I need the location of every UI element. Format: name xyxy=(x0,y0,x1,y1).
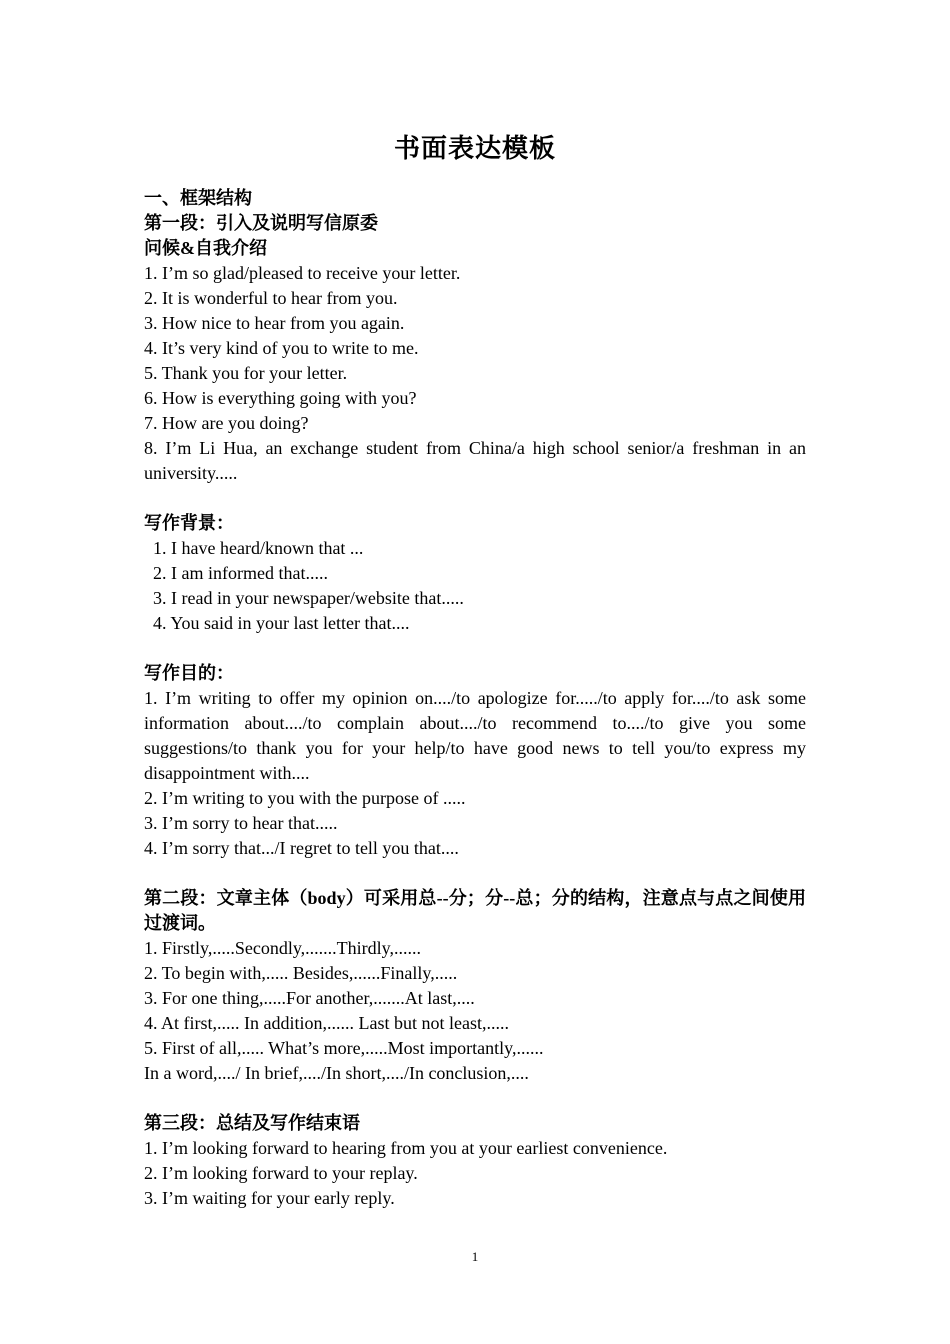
transition-item: 2. To begin with,..... Besides,......Finally,..... xyxy=(144,963,458,983)
closing-item: 1. I’m looking forward to hearing from you at your earliest convenience. xyxy=(144,1138,668,1158)
greeting-item: 6. How is everything going with you? xyxy=(144,388,417,408)
background-item: 3. I read in your newspaper/website that..... xyxy=(153,588,464,608)
purpose-item: 2. I’m writing to you with the purpose of ..... xyxy=(144,788,466,808)
paragraph1-heading: 第一段：引入及说明写信原委 xyxy=(144,213,378,233)
closing-item: 3. I’m waiting for your early reply. xyxy=(144,1188,395,1208)
spacer xyxy=(144,486,806,511)
greeting-item: 2. It is wonderful to hear from you. xyxy=(144,288,398,308)
transition-item: In a word,..../ In brief,..../In short,..../In conclusion,.... xyxy=(144,1063,529,1083)
paragraph2-heading: 第二段：文章主体（body）可采用总--分；分--总；分的结构，注意点与点之间使用过渡词。 xyxy=(144,888,806,933)
section-heading-framework: 一、框架结构 xyxy=(144,188,252,208)
document-body xyxy=(144,131,806,1211)
background-item: 2. I am informed that..... xyxy=(153,563,328,583)
page-number: 1 xyxy=(471,1249,479,1264)
transition-item: 4. At first,..... In addition,...... Last but not least,..... xyxy=(144,1013,509,1033)
spacer xyxy=(144,861,806,886)
background-item: 4. You said in your last letter that.... xyxy=(153,613,410,633)
spacer xyxy=(144,636,806,661)
purpose-item: 4. I’m sorry that.../I regret to tell you that.... xyxy=(144,838,459,858)
purpose-item: 3. I’m sorry to hear that..... xyxy=(144,813,338,833)
background-heading: 写作背景： xyxy=(144,513,234,533)
greeting-item: 8. I’m Li Hua, an exchange student from China/a high school senior/a freshman in an university..... xyxy=(144,438,806,483)
page-title: 书面表达模板 xyxy=(393,134,556,163)
greeting-heading: 问候&自我介绍 xyxy=(144,238,267,258)
background-item: 1. I have heard/known that ... xyxy=(153,538,364,558)
purpose-item: 1. I’m writing to offer my opinion on..../to apologize for...../to apply for..../to ask some information about..../to complain about..../to recommend to..../to give you some suggestions/to thank you for your help/to have good news to tell you/to express my disappointment with.... xyxy=(144,688,806,783)
transition-item: 5. First of all,..... What’s more,.....Most importantly,...... xyxy=(144,1038,544,1058)
greeting-item: 5. Thank you for your letter. xyxy=(144,363,348,383)
purpose-heading: 写作目的： xyxy=(144,663,234,683)
transition-item: 3. For one thing,.....For another,.......At last,.... xyxy=(144,988,475,1008)
spacer xyxy=(144,1086,806,1111)
closing-item: 2. I’m looking forward to your replay. xyxy=(144,1163,418,1183)
greeting-item: 1. I’m so glad/pleased to receive your letter. xyxy=(144,263,461,283)
greeting-item: 7. How are you doing? xyxy=(144,413,309,433)
greeting-item: 4. It’s very kind of you to write to me. xyxy=(144,338,419,358)
paragraph3-heading: 第三段：总结及写作结束语 xyxy=(144,1113,360,1133)
transition-item: 1. Firstly,.....Secondly,.......Thirdly,...... xyxy=(144,938,421,958)
greeting-item: 3. How nice to hear from you again. xyxy=(144,313,405,333)
